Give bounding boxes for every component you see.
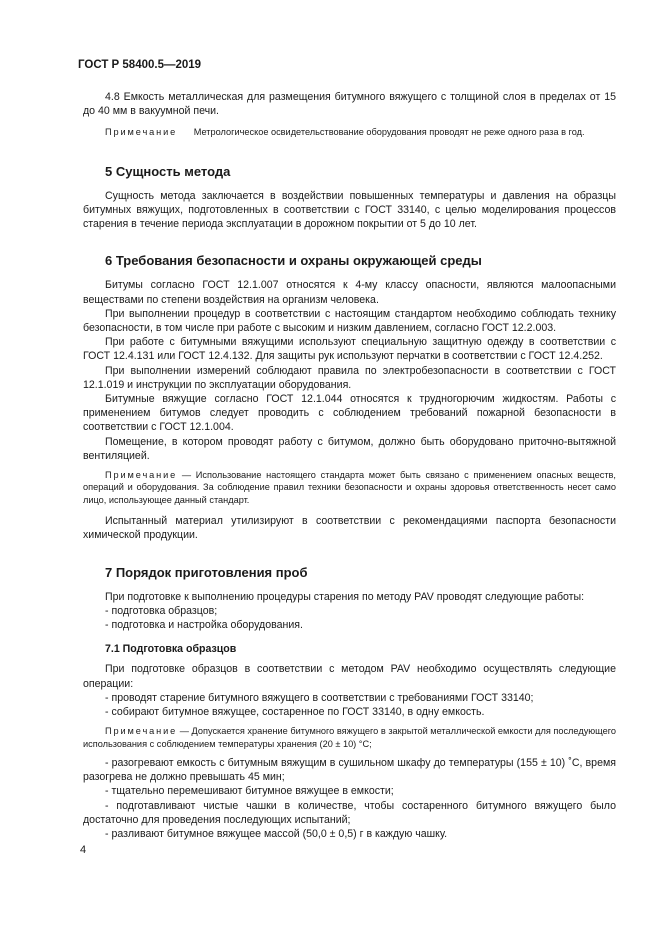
page-content <box>83 90 616 841</box>
page-number: 4 <box>80 844 87 856</box>
section-6-para-4: При выполнении измерений соблюдают правила по электробезопасности в соответствии с ГОСТ 12.1.019 и инструкции по эксплуатации оборудования. <box>83 364 616 391</box>
note-label: Примечание <box>105 470 178 481</box>
note-3-text: — Допускается хранение битумного вяжущего в закрытой металлической емкости для последующего использования с соблюдением температуры хранения (20 ± 10) °С; <box>83 726 616 749</box>
list-item: - разливают битумное вяжущее массой (50,0 ± 0,5) г в каждую чашку. <box>105 827 448 840</box>
section-6-para-6: Помещение, в котором проводят работу с битумом, должно быть оборудовано приточно-вытяжной вентиляцией. <box>83 435 616 462</box>
list-item: - подготовка образцов; <box>105 604 218 617</box>
section-6-para-3: При работе с битумными вяжущими используют специальную защитную одежду в соответствии с ГОСТ 12.4.131 или ГОСТ 12.4.132. Для защиты рук используют перчатки в соответствии с ГОСТ 12.4.252. <box>83 336 616 363</box>
section-5-title: 5 Сущность метода <box>105 163 231 179</box>
section-6-para-5: Битумные вяжущие согласно ГОСТ 12.1.044 относятся к трудногорючим жидкостям. Работы с применением битумов следует проводить с соблюдением требований пожарной безопасности в соответствии с ГОСТ 12.1.004. <box>83 393 616 434</box>
document-header: ГОСТ Р 58400.5—2019 <box>78 59 202 71</box>
section-7-para-1: При подготовке к выполнению процедуры старения по методу PAV проводят следующие работы: <box>105 590 585 603</box>
section-6-para-7: Испытанный материал утилизируют в соответствии с рекомендациями паспорта безопасности химической продукции. <box>83 515 616 542</box>
note-1-text: Метрологическое освидетельствование оборудования проводят не реже одного раза в год. <box>193 127 585 138</box>
list-item: - подготовка и настройка оборудования. <box>105 619 303 632</box>
section-7-title: 7 Порядок приготовления проб <box>105 564 308 580</box>
note-2-text: — Использование настоящего стандарта может быть связано с применением опасных веществ, операций и оборудования. За соблюдение правил техники безопасности и охраны здоровья ответственность несет само лицо, использующее данный стандарт. <box>83 470 616 505</box>
list-item: - тщательно перемешивают битумное вяжущее в емкости; <box>105 785 394 798</box>
note-label: Примечание <box>105 726 178 737</box>
section-6-para-2: При выполнении процедур в соответствии с настоящим стандартом необходимо соблюдать технику безопасности, в том числе при работе с высоким и низким давлением, согласно ГОСТ 12.2.003. <box>83 307 616 335</box>
list-item: - подготавливают чистые чашки в количестве, чтобы состаренного битумного вяжущего было достаточно для проведения последующих испытаний; <box>83 799 616 826</box>
section-6-title: 6 Требования безопасности и охраны окружающей среды <box>105 253 482 269</box>
section-6-para-1: Битумы согласно ГОСТ 12.1.007 относятся к 4-му классу опасности, являются малоопасными веществами по степени воздействия на организм человека. <box>83 279 616 306</box>
note-3 <box>83 725 616 750</box>
section-5-para: Сущность метода заключается в воздействии повышенных температуры и давления на образцы битумных вяжущих, подготовленных в соответствии с ГОСТ 33140, с целью моделирования процессов старения в течение периода эксплуатации в дорожном покрытии от 5 до 10 лет. <box>83 189 616 231</box>
section-7-1-para-1: При подготовке образцов в соответствии с методом PAV необходимо осуществлять следующие операции: <box>83 663 616 690</box>
note-1 <box>83 126 616 138</box>
list-item: - собирают битумное вяжущее, состаренное по ГОСТ 33140, в одну емкость. <box>105 705 485 718</box>
item-4-8: 4.8 Емкость металлическая для размещения битумного вяжущего с толщиной слоя в пределах от 15 до 40 мм в вакуумной печи. <box>83 91 616 118</box>
list-item: - разогревают емкость с битумным вяжущим в сушильном шкафу до температуры (155 ± 10) ˚С, время разогрева не должно превышать 45 мин; <box>83 756 616 784</box>
note-label: Примечание <box>105 127 178 138</box>
section-7-1-title: 7.1 Подготовка образцов <box>105 643 237 656</box>
note-2 <box>83 469 616 506</box>
list-item: - проводят старение битумного вяжущего в соответствии с требованиями ГОСТ 33140; <box>105 691 534 704</box>
